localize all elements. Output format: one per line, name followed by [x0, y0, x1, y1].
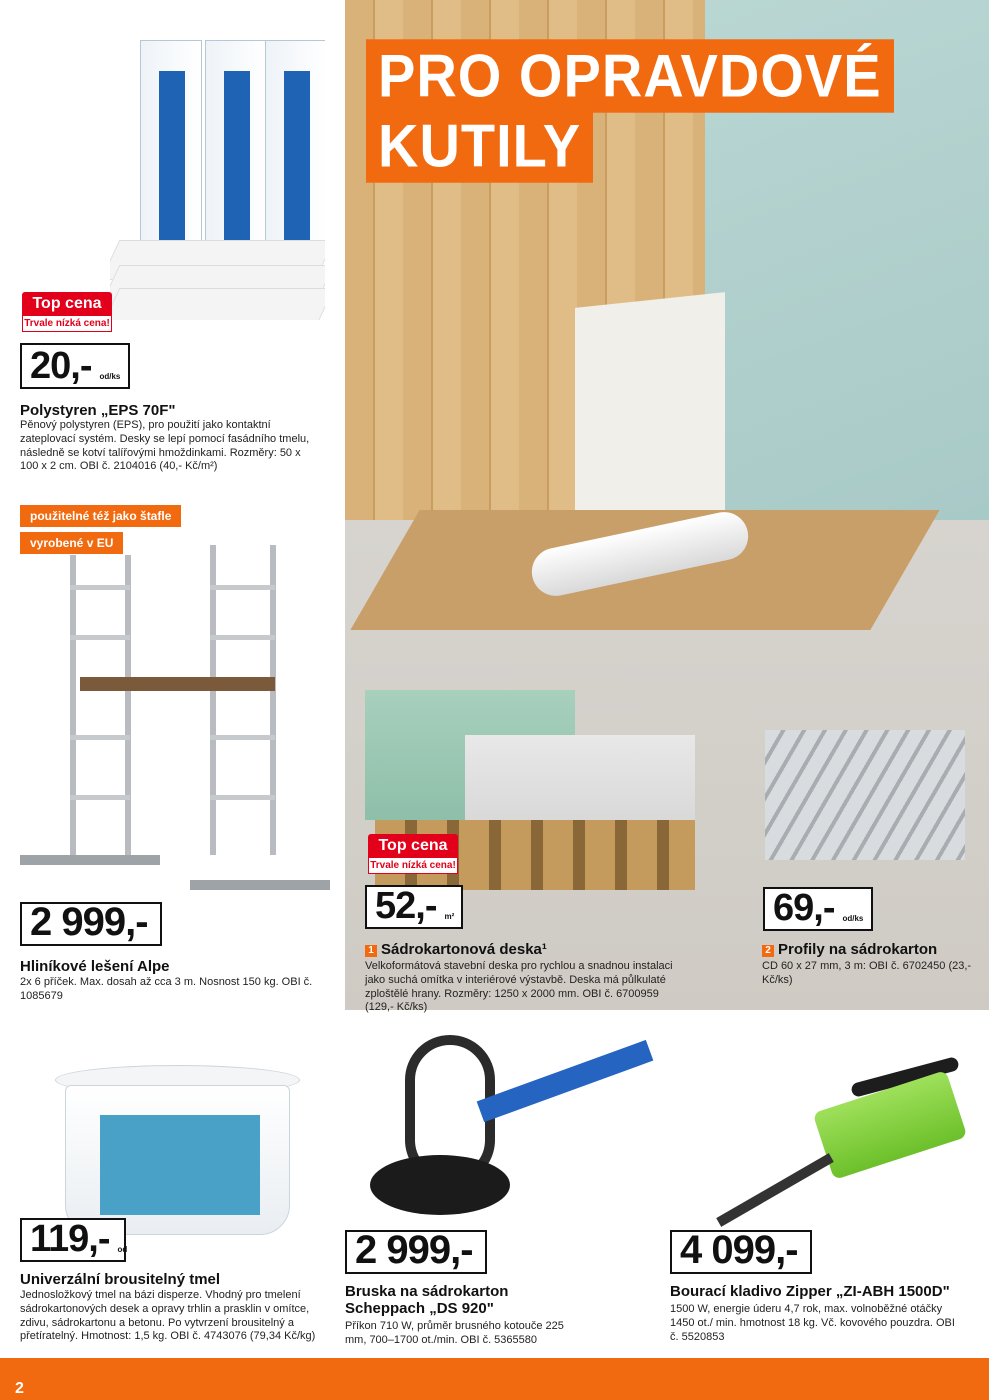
polystyrene-price: 20,- od/ks — [20, 343, 130, 389]
filler-title: Univerzální brousitelný tmel — [20, 1271, 221, 1288]
scaffold-title: Hliníkové lešení Alpe — [20, 958, 170, 975]
demolition-hammer-image — [700, 1055, 980, 1245]
top-cena-badge: Top cena Trvale nízká cena! — [368, 834, 458, 874]
filler-price: 119,- od — [20, 1218, 126, 1262]
hammer-price: 4 099,- — [670, 1230, 812, 1274]
polystyrene-desc: Pěnový polystyren (EPS), pro použití jako kontaktní zateplovací systém. Desky se lepí pomocí fasádního tmelu, následně se kotví talířovými hmoždinkami. Rozměry: 50 x 100 x 2 cm. OBI č. 2104016 (40,- Kč/m²) — [20, 419, 310, 473]
sander-title: Bruska na sádrokarton Scheppach „DS 920" — [345, 1283, 509, 1317]
profiles-price: 69,- od/ks — [763, 887, 873, 931]
headline-line2: KUTILY — [366, 109, 593, 182]
eps-slab — [110, 288, 325, 320]
filler-desc: Jednosložkový tmel na bázi disperze. Vhodný pro tmelení sádrokartonových desek a opravy trhlin a prasklin v omítce, zdivu, sádrokartonu a betonu. Po vytvrzení brousitelný a přetíratelný. Hmotnost: 1,5 kg. OBI č. 4743076 (79,34 Kč/kg) — [20, 1289, 316, 1343]
bucket-label — [100, 1115, 260, 1215]
profiles-desc: CD 60 x 27 mm, 3 m: OBI č. 6702450 (23,- Kč/ks) — [762, 960, 972, 986]
drywall-sander-image — [365, 1015, 665, 1225]
drywall-desc: Velkoformátová stavební deska pro rychlou a snadnou instalaci jako suchá omítka v interiérové výstavbě. Deska má půlkulaté zploštělé hrany. Rozměry: 1250 x 2000 mm. OBI č. 6700959 (129,- Kč/ks) — [365, 960, 673, 1014]
item-number-badge: 1 — [365, 945, 377, 957]
drywall-price: 52,- m² — [365, 885, 463, 929]
scaffold-deck — [80, 677, 275, 691]
filler-bucket-image — [55, 1045, 300, 1240]
tag-eu: vyrobené v EU — [20, 532, 123, 554]
top-cena-badge: Top cena Trvale nízká cena! — [22, 292, 112, 332]
sander-desc: Příkon 710 W, průměr brusného kotouče 225 mm, 700–1700 ot./min. OBI č. 5365580 — [345, 1320, 564, 1346]
polystyrene-title: Polystyren „EPS 70F" — [20, 402, 176, 419]
sander-price: 2 999,- — [345, 1230, 487, 1274]
metal-profiles — [765, 730, 965, 860]
tag-stafle: použitelné též jako štafle — [20, 505, 181, 527]
vapor-foil — [575, 292, 725, 528]
item-number-badge: 2 — [762, 945, 774, 957]
scaffold-desc: 2x 6 příček. Max. dosah až cca 3 m. Nosnost 150 kg. OBI č. 1085679 — [20, 976, 313, 1002]
footer-bar — [0, 1358, 989, 1400]
drywall-title: 1 Sádrokartonová deska¹ — [365, 942, 547, 959]
page-number: 2 — [15, 1380, 24, 1397]
hammer-desc: 1500 W, energie úderu 4,7 rok, max. volnoběžné otáčky 1450 ot./ min. hmotnost 18 kg. Vč. kovového pouzdra. OBI č. 5520853 — [670, 1303, 955, 1343]
polystyrene-product-image — [110, 20, 325, 320]
hammer-title: Bourací kladivo Zipper „ZI-ABH 1500D" — [670, 1283, 950, 1300]
headline-line1: PRO OPRAVDOVÉ — [366, 39, 894, 112]
profiles-title: 2 Profily na sádrokarton — [762, 942, 937, 959]
scaffold-price: 2 999,- — [20, 902, 162, 946]
scaffold-product-image — [20, 545, 335, 905]
